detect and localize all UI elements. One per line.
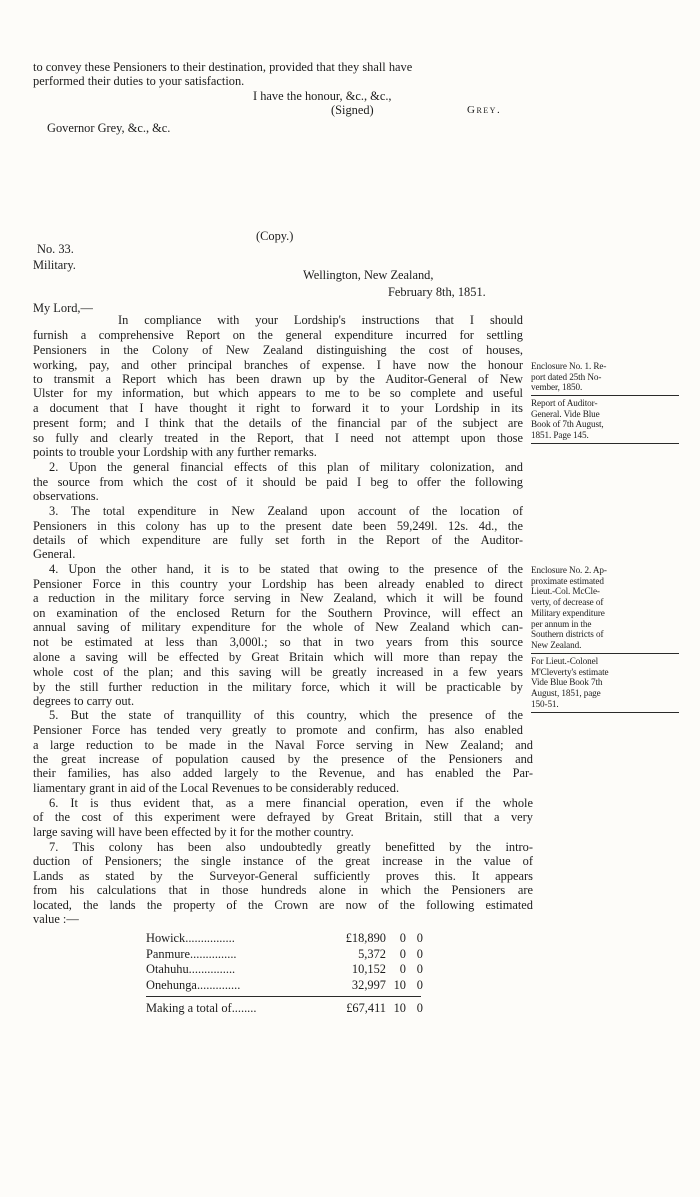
copy-label: (Copy.): [256, 229, 294, 243]
letter-category: Military.: [33, 258, 76, 272]
body-line: 4. Upon the other hand, it is to be stated that owing to the presence of the: [49, 562, 523, 576]
salutation: My Lord,—: [33, 301, 93, 315]
body-line: annual saving of military expenditure for the whole of New Zealand which can-: [33, 620, 523, 634]
body-line: General.: [33, 547, 76, 561]
body-line: whole cost of the plan; and this saving will be greatly increased in a few years: [33, 665, 523, 679]
body-line: furnish a comprehensive Report on the general expenditure incurred for settling: [33, 328, 523, 342]
body-line: on examination of the enclosed Return for the Southern Province, will effect an: [33, 606, 523, 620]
body-line: Pensioners in the Colony of New Zealand distinguishing the cost of houses,: [33, 343, 523, 357]
body-line: a large reduction to be made in the Naval Force serving in New Zealand; and: [33, 738, 533, 752]
body-line: not be estimated at less than 3,000l.; so that in two years from this source: [33, 635, 523, 649]
body-line: a document that I have thought it right to forward it to your Lordship in its: [33, 401, 523, 415]
letter-number: No. 33.: [37, 242, 74, 256]
body-line: details of which expenditure are fully set forth in the Report of the Auditor-: [33, 533, 523, 547]
body-line: from his calculations that in those hundreds alone in which the Pensioners are: [33, 883, 533, 897]
body-line: a reduction in the military force serving in New Zealand, which it will be found: [33, 591, 523, 605]
body-line: of the cost of this experiment were defrayed by Great Britain, still that a very: [33, 810, 533, 824]
body-line: observations.: [33, 489, 99, 503]
body-line: present form; and I think that the details of the financial par of the subject are: [33, 416, 523, 430]
body-line: duction of Pensioners; the single instance of the great increase in the value of: [33, 854, 533, 868]
body-line: Pensioners in this colony has up to the present date been 59,249l. 12s. 4d., the: [33, 519, 523, 533]
body-line: value :—: [33, 912, 79, 926]
body-line: so fully and clearly treated in the Report, that I need not attempt upon those: [33, 431, 523, 445]
body-line: by the still further reduction in the military force, which it will be practicable by: [33, 680, 523, 694]
body-line: their families, has also added largely to the Revenue, and has enabled the Par-: [33, 766, 533, 780]
signed-label: (Signed): [331, 103, 374, 117]
body-line: Lands as stated by the Surveyor-General sufficiently proves this. It appears: [33, 869, 533, 883]
margin-note-3: Enclosure No. 2. Ap- proximate estimated Lieut.-Col. McCle- verty, of decrease of Military expenditure per annum in the Southern districts of New Zealand.: [531, 565, 607, 650]
margin-rule: [531, 712, 679, 713]
letter-place: Wellington, New Zealand,: [303, 268, 434, 282]
body-line: liamentary grant in aid of the Local Revenues to be considerably reduced.: [33, 781, 400, 795]
signature: Grey.: [467, 104, 502, 116]
margin-note-4: For Lieut.-Colonel M'Cleverty's estimate Vide Blue Book 7th August, 1851, page 150-51.: [531, 656, 609, 709]
margin-rule: [531, 443, 679, 444]
top-line-2: performed their duties to your satisfaction.: [33, 74, 245, 88]
table-rule: [146, 996, 421, 997]
letter-date: February 8th, 1851.: [388, 285, 486, 299]
body-line: working, pay, and other principal branches of expense. I have now the honour: [33, 358, 523, 372]
top-line-1: to convey these Pensioners to their destination, provided that they shall have: [33, 60, 413, 74]
body-line: Pensioner Force has tended very greatly to promote and confirm, has also enabled: [33, 723, 523, 737]
margin-note-2: Report of Auditor- General. Vide Blue Book of 7th August, 1851. Page 145.: [531, 398, 604, 441]
body-line: the source from which the cost of it should be paid I beg to offer the following: [33, 475, 523, 489]
body-line: large saving will have been effected by it for the mother country.: [33, 825, 354, 839]
addressee: Governor Grey, &c., &c.: [47, 121, 171, 135]
body-line: 5. But the state of tranquillity of this country, which the presence of the: [49, 708, 523, 722]
body-line: degrees to carry out.: [33, 694, 135, 708]
margin-note-1: Enclosure No. 1. Re- port dated 25th No- vember, 1850.: [531, 361, 607, 393]
body-line: 3. The total expenditure in New Zealand upon account of the location of: [49, 504, 523, 518]
honour-line: I have the honour, &c., &c.,: [253, 89, 392, 103]
margin-rule: [531, 395, 679, 396]
body-line: 2. Upon the general financial effects of this plan of military colonization, and: [49, 460, 523, 474]
body-line: Ulster for my information, but which appears to me to be so complete and useful: [33, 386, 523, 400]
body-line: Pensioner Force in this country your Lordship has been already enabled to direct: [33, 577, 523, 591]
body-line: In compliance with your Lordship's instructions that I should: [118, 313, 523, 327]
page: to convey these Pensioners to their destination, provided that they shall have performed their duties to your satisfaction. I have the honour, &c., &c., (Signed) Grey. Governor Grey, &c., &c. (Copy.) No. 33. Military. Wellington, New Zealand, February 8th, 1851. My Lord,— In compliance with your Lordship's instructions that I should furnish a comprehensive Report on the general expenditure incurred for settling Pensioners in the Colony of New Zealand distinguishing the cost of houses, working, pay, and other principal branches of expense. I have now the honour to transmit a Report which has been drawn up by the Auditor-General of New Ulster for my information, but which appears to me to be so complete and useful a document that I have thought it right to forward it to your Lordship in its present form; and I think that the details of the financial par of the subject are so fully and clearly treated in the Report, that I need not attempt upon those points to trouble your Lordship with any further remarks. 2. Upon the general financial effects of this plan of military colonization, and the source from which the cost of it should be paid I beg to offer the following observations. 3. The total expenditure in New Zealand upon account of the location of Pensioners in this colony has up to the present date been 59,249l. 12s. 4d., the details of which expenditure are fully set forth in the Report of the Auditor- General. 4. Upon the other hand, it is to be stated that owing to the presence of the Pensioner Force in this country your Lordship has been already enabled to direct a reduction in the military force serving in New Zealand, which it will be found on examination of the enclosed Return for the Southern Province, will effect an annual saving of military expenditure for the whole of New Zealand which can- not be estimated at less than 3,000l.; so that in two years from this source alone a saving will be effected by Great Britain which will more than repay the whole cost of the plan; and this saving will be greatly increased in a few years by the still further reduction in the military force, which it will be practicable by degrees to carry out. 5. But the state of tranquillity of this country, which the presence of the Pensioner Force has tended very greatly to promote and confirm, has also enabled a large reduction to be made in the Naval Force serving in New Zealand; and the great increase of population caused by the presence of the Pensioners and their families, has also added largely to the Revenue, and has enabled the Par- liamentary grant in aid of the Local Revenues to be considerably reduced. 6. It is thus evident that, as a mere financial operation, even if the whole of the cost of this experiment were defrayed by Great Britain, still that a very large saving will have been effected by it for the mother country. 7. This colony has been also undoubtedly greatly benefitted by the intro- duction of Pensioners; the single instance of the great increase in the value of Lands as stated by the Surveyor-General sufficiently proves this. It appears from his calculations that in those hundreds alone in which the Pensioners are located, the lands the property of the Crown are now of the following estimated value :— Enclosure No. 1. Re- port dated 25th No- vember, 1850. Report of Auditor- General. Vide Blue Book of 7th August, 1851. Page 145. Enclosure No. 2. Ap- proximate estimated Lieut.-Col. McCle- verty, of decrease of Military expenditure per annum in the Southern districts of New Zealand. For Lieut.-Colonel M'Cleverty's estimate Vide Blue Book 7th August, 1851, page 150-51. Howick................ £18,890 0 0 Panmure............... 5,372 0 0 Otahuhu............... 10,152 0 0 Onehunga.............. 32,997 10 0 Making a total of........ £67,411 10 0: [0, 0, 700, 1197]
body-line: to transmit a Report which has been drawn up by the Auditor-General of New: [33, 372, 523, 386]
body-line: 7. This colony has been also undoubtedly greatly benefitted by the intro-: [49, 840, 533, 854]
body-line: 6. It is thus evident that, as a mere financial operation, even if the whole: [49, 796, 533, 810]
body-line: points to trouble your Lordship with any further remarks.: [33, 445, 317, 459]
body-line: alone a saving will be effected by Great Britain which will more than repay the: [33, 650, 523, 664]
body-line: the great increase of population caused by the presence of the Pensioners and: [33, 752, 533, 766]
body-line: located, the lands the property of the Crown are now of the following estimated: [33, 898, 533, 912]
margin-rule: [531, 653, 679, 654]
